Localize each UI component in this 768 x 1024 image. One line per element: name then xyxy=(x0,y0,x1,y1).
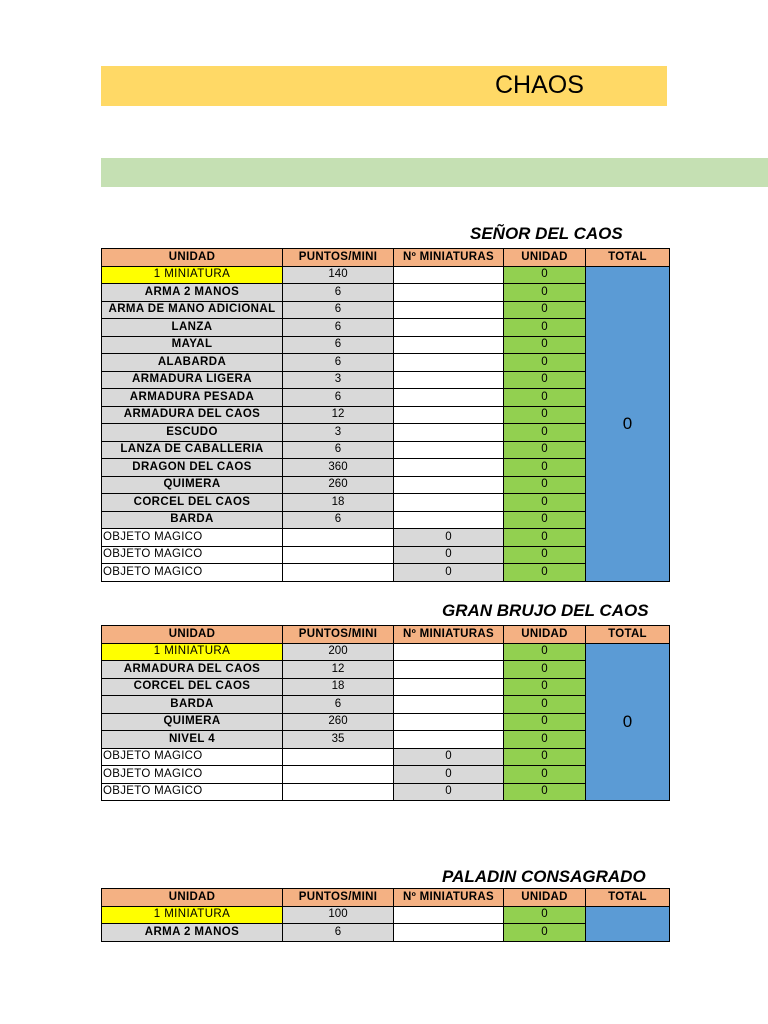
unit-value-cell: 0 xyxy=(504,731,586,749)
unit-name-cell: OBJETO MAGICO xyxy=(102,783,283,801)
table-row xyxy=(102,748,670,766)
quantity-cell[interactable] xyxy=(394,354,504,372)
unit-value-cell: 0 xyxy=(504,336,586,354)
army-table-brujo xyxy=(101,625,670,801)
total-header: TOTAL xyxy=(586,249,670,267)
unit-value-cell: 0 xyxy=(504,643,586,661)
table-row xyxy=(102,406,670,424)
unit-name-cell: 1 MINIATURA xyxy=(102,906,283,924)
quantity-cell[interactable] xyxy=(394,906,504,924)
unit-value-cell: 0 xyxy=(504,661,586,679)
quantity-cell: 0 xyxy=(394,766,504,784)
total-cell xyxy=(586,906,670,941)
points-cell: 100 xyxy=(283,906,394,924)
total-header: TOTAL xyxy=(586,889,670,907)
points-cell: 6 xyxy=(283,354,394,372)
points-cell: 6 xyxy=(283,924,394,942)
unit-value-cell: 0 xyxy=(504,441,586,459)
unit-name-cell: 1 MINIATURA xyxy=(102,643,283,661)
quantity-cell[interactable] xyxy=(394,336,504,354)
section-title-senor: SEÑOR DEL CAOS xyxy=(470,224,623,243)
quantity-cell[interactable] xyxy=(394,643,504,661)
points-cell: 360 xyxy=(283,459,394,477)
points-cell[interactable] xyxy=(283,564,394,582)
points-cell: 6 xyxy=(283,336,394,354)
table-row xyxy=(102,546,670,564)
total-cell: 0 xyxy=(586,266,670,581)
table-row xyxy=(102,661,670,679)
unit-value-cell: 0 xyxy=(504,906,586,924)
unit-name-cell: OBJETO MAGICO xyxy=(102,766,283,784)
miniaturas-header: Nº MINIATURAS xyxy=(394,626,504,644)
quantity-cell[interactable] xyxy=(394,476,504,494)
points-cell: 18 xyxy=(283,678,394,696)
unit-value-cell: 0 xyxy=(504,459,586,477)
unit-name-cell: ARMADURA LIGERA xyxy=(102,371,283,389)
unit-value-cell: 0 xyxy=(504,678,586,696)
points-cell[interactable] xyxy=(283,529,394,547)
unit-value-cell: 0 xyxy=(504,284,586,302)
quantity-cell[interactable] xyxy=(394,371,504,389)
table-row xyxy=(102,529,670,547)
quantity-cell: 0 xyxy=(394,546,504,564)
table-row xyxy=(102,371,670,389)
quantity-cell[interactable] xyxy=(394,319,504,337)
unit-value-cell: 0 xyxy=(504,713,586,731)
table-row xyxy=(102,924,670,942)
quantity-cell: 0 xyxy=(394,783,504,801)
unit-name-cell: MAYAL xyxy=(102,336,283,354)
section-title-brujo: GRAN BRUJO DEL CAOS xyxy=(442,601,649,620)
unidad-header: UNIDAD xyxy=(102,626,283,644)
table-row xyxy=(102,476,670,494)
points-cell[interactable] xyxy=(283,748,394,766)
table-row xyxy=(102,783,670,801)
quantity-cell[interactable] xyxy=(394,494,504,512)
unit-value-cell: 0 xyxy=(504,494,586,512)
unit-name-cell: OBJETO MAGICO xyxy=(102,529,283,547)
unit-name-cell: NIVEL 4 xyxy=(102,731,283,749)
quantity-cell[interactable] xyxy=(394,406,504,424)
points-cell: 6 xyxy=(283,511,394,529)
unidad-value-header: UNIDAD xyxy=(504,249,586,267)
unit-name-cell: ARMA 2 MANOS xyxy=(102,924,283,942)
unit-name-cell: LANZA xyxy=(102,319,283,337)
table-header-row xyxy=(102,889,670,907)
unit-value-cell: 0 xyxy=(504,266,586,284)
table-row xyxy=(102,494,670,512)
points-cell: 35 xyxy=(283,731,394,749)
unit-name-cell: ARMADURA PESADA xyxy=(102,389,283,407)
table-row xyxy=(102,284,670,302)
unit-name-cell: OBJETO MAGICO xyxy=(102,564,283,582)
points-cell: 18 xyxy=(283,494,394,512)
table-row xyxy=(102,424,670,442)
quantity-cell[interactable] xyxy=(394,266,504,284)
unit-value-cell: 0 xyxy=(504,424,586,442)
table-row xyxy=(102,266,670,284)
quantity-cell: 0 xyxy=(394,529,504,547)
quantity-cell[interactable] xyxy=(394,511,504,529)
unidad-header: UNIDAD xyxy=(102,889,283,907)
unidad-value-header: UNIDAD xyxy=(504,626,586,644)
quantity-cell[interactable] xyxy=(394,424,504,442)
unit-name-cell: ARMA DE MANO ADICIONAL xyxy=(102,301,283,319)
points-cell: 6 xyxy=(283,696,394,714)
unit-value-cell: 0 xyxy=(504,354,586,372)
points-cell[interactable] xyxy=(283,783,394,801)
unit-value-cell: 0 xyxy=(504,319,586,337)
table-row xyxy=(102,319,670,337)
unit-value-cell: 0 xyxy=(504,546,586,564)
quantity-cell[interactable] xyxy=(394,731,504,749)
unit-name-cell: DRAGON DEL CAOS xyxy=(102,459,283,477)
points-cell: 260 xyxy=(283,713,394,731)
quantity-cell[interactable] xyxy=(394,459,504,477)
unit-value-cell: 0 xyxy=(504,476,586,494)
quantity-cell[interactable] xyxy=(394,713,504,731)
green-band xyxy=(101,158,768,187)
unit-value-cell: 0 xyxy=(504,766,586,784)
points-cell: 6 xyxy=(283,441,394,459)
army-table-senor xyxy=(101,248,670,582)
points-cell: 3 xyxy=(283,424,394,442)
quantity-cell[interactable] xyxy=(394,924,504,942)
quantity-cell[interactable] xyxy=(394,301,504,319)
points-cell: 12 xyxy=(283,406,394,424)
points-cell: 140 xyxy=(283,266,394,284)
quantity-cell[interactable] xyxy=(394,696,504,714)
unit-name-cell: ALABARDA xyxy=(102,354,283,372)
table-row xyxy=(102,643,670,661)
unit-name-cell: CORCEL DEL CAOS xyxy=(102,494,283,512)
unit-value-cell: 0 xyxy=(504,924,586,942)
points-cell[interactable] xyxy=(283,766,394,784)
puntos-header: PUNTOS/MINI xyxy=(283,249,394,267)
quantity-cell[interactable] xyxy=(394,678,504,696)
unit-value-cell: 0 xyxy=(504,389,586,407)
points-cell: 6 xyxy=(283,319,394,337)
unit-value-cell: 0 xyxy=(504,564,586,582)
points-cell: 6 xyxy=(283,284,394,302)
unit-name-cell: LANZA DE CABALLERIA xyxy=(102,441,283,459)
unit-name-cell: ARMADURA DEL CAOS xyxy=(102,661,283,679)
unit-value-cell: 0 xyxy=(504,301,586,319)
unit-name-cell: OBJETO MAGICO xyxy=(102,748,283,766)
unit-value-cell: 0 xyxy=(504,406,586,424)
unidad-value-header: UNIDAD xyxy=(504,889,586,907)
unit-value-cell: 0 xyxy=(504,371,586,389)
unit-value-cell: 0 xyxy=(504,783,586,801)
puntos-header: PUNTOS/MINI xyxy=(283,889,394,907)
table-row xyxy=(102,713,670,731)
quantity-cell: 0 xyxy=(394,748,504,766)
points-cell: 3 xyxy=(283,371,394,389)
total-header: TOTAL xyxy=(586,626,670,644)
points-cell: 260 xyxy=(283,476,394,494)
unit-name-cell: 1 MINIATURA xyxy=(102,266,283,284)
miniaturas-header: Nº MINIATURAS xyxy=(394,889,504,907)
unit-value-cell: 0 xyxy=(504,511,586,529)
unidad-header: UNIDAD xyxy=(102,249,283,267)
unit-value-cell: 0 xyxy=(504,748,586,766)
unit-name-cell: ESCUDO xyxy=(102,424,283,442)
unit-name-cell: ARMADURA DEL CAOS xyxy=(102,406,283,424)
quantity-cell[interactable] xyxy=(394,389,504,407)
points-cell: 12 xyxy=(283,661,394,679)
unit-name-cell: BARDA xyxy=(102,696,283,714)
unit-value-cell: 0 xyxy=(504,529,586,547)
page-title: CHAOS xyxy=(495,71,584,99)
unit-name-cell: OBJETO MAGICO xyxy=(102,546,283,564)
table-row xyxy=(102,564,670,582)
table-row xyxy=(102,678,670,696)
table-row xyxy=(102,389,670,407)
points-cell[interactable] xyxy=(283,546,394,564)
points-cell: 200 xyxy=(283,643,394,661)
table-row xyxy=(102,766,670,784)
army-table-paladin xyxy=(101,888,670,942)
table-row xyxy=(102,459,670,477)
table-row xyxy=(102,696,670,714)
quantity-cell[interactable] xyxy=(394,441,504,459)
unit-name-cell: QUIMERA xyxy=(102,713,283,731)
table-row xyxy=(102,336,670,354)
unit-name-cell: BARDA xyxy=(102,511,283,529)
quantity-cell: 0 xyxy=(394,564,504,582)
quantity-cell[interactable] xyxy=(394,284,504,302)
unit-value-cell: 0 xyxy=(504,696,586,714)
table-row xyxy=(102,301,670,319)
points-cell: 6 xyxy=(283,301,394,319)
unit-name-cell: QUIMERA xyxy=(102,476,283,494)
unit-name-cell: ARMA 2 MANOS xyxy=(102,284,283,302)
table-row xyxy=(102,511,670,529)
puntos-header: PUNTOS/MINI xyxy=(283,626,394,644)
table-row xyxy=(102,731,670,749)
table-row xyxy=(102,906,670,924)
unit-name-cell: CORCEL DEL CAOS xyxy=(102,678,283,696)
table-row xyxy=(102,441,670,459)
table-header-row xyxy=(102,626,670,644)
section-title-paladin: PALADIN CONSAGRADO xyxy=(442,867,646,886)
quantity-cell[interactable] xyxy=(394,661,504,679)
total-cell: 0 xyxy=(586,643,670,801)
miniaturas-header: Nº MINIATURAS xyxy=(394,249,504,267)
points-cell: 6 xyxy=(283,389,394,407)
table-header-row xyxy=(102,249,670,267)
table-row xyxy=(102,354,670,372)
